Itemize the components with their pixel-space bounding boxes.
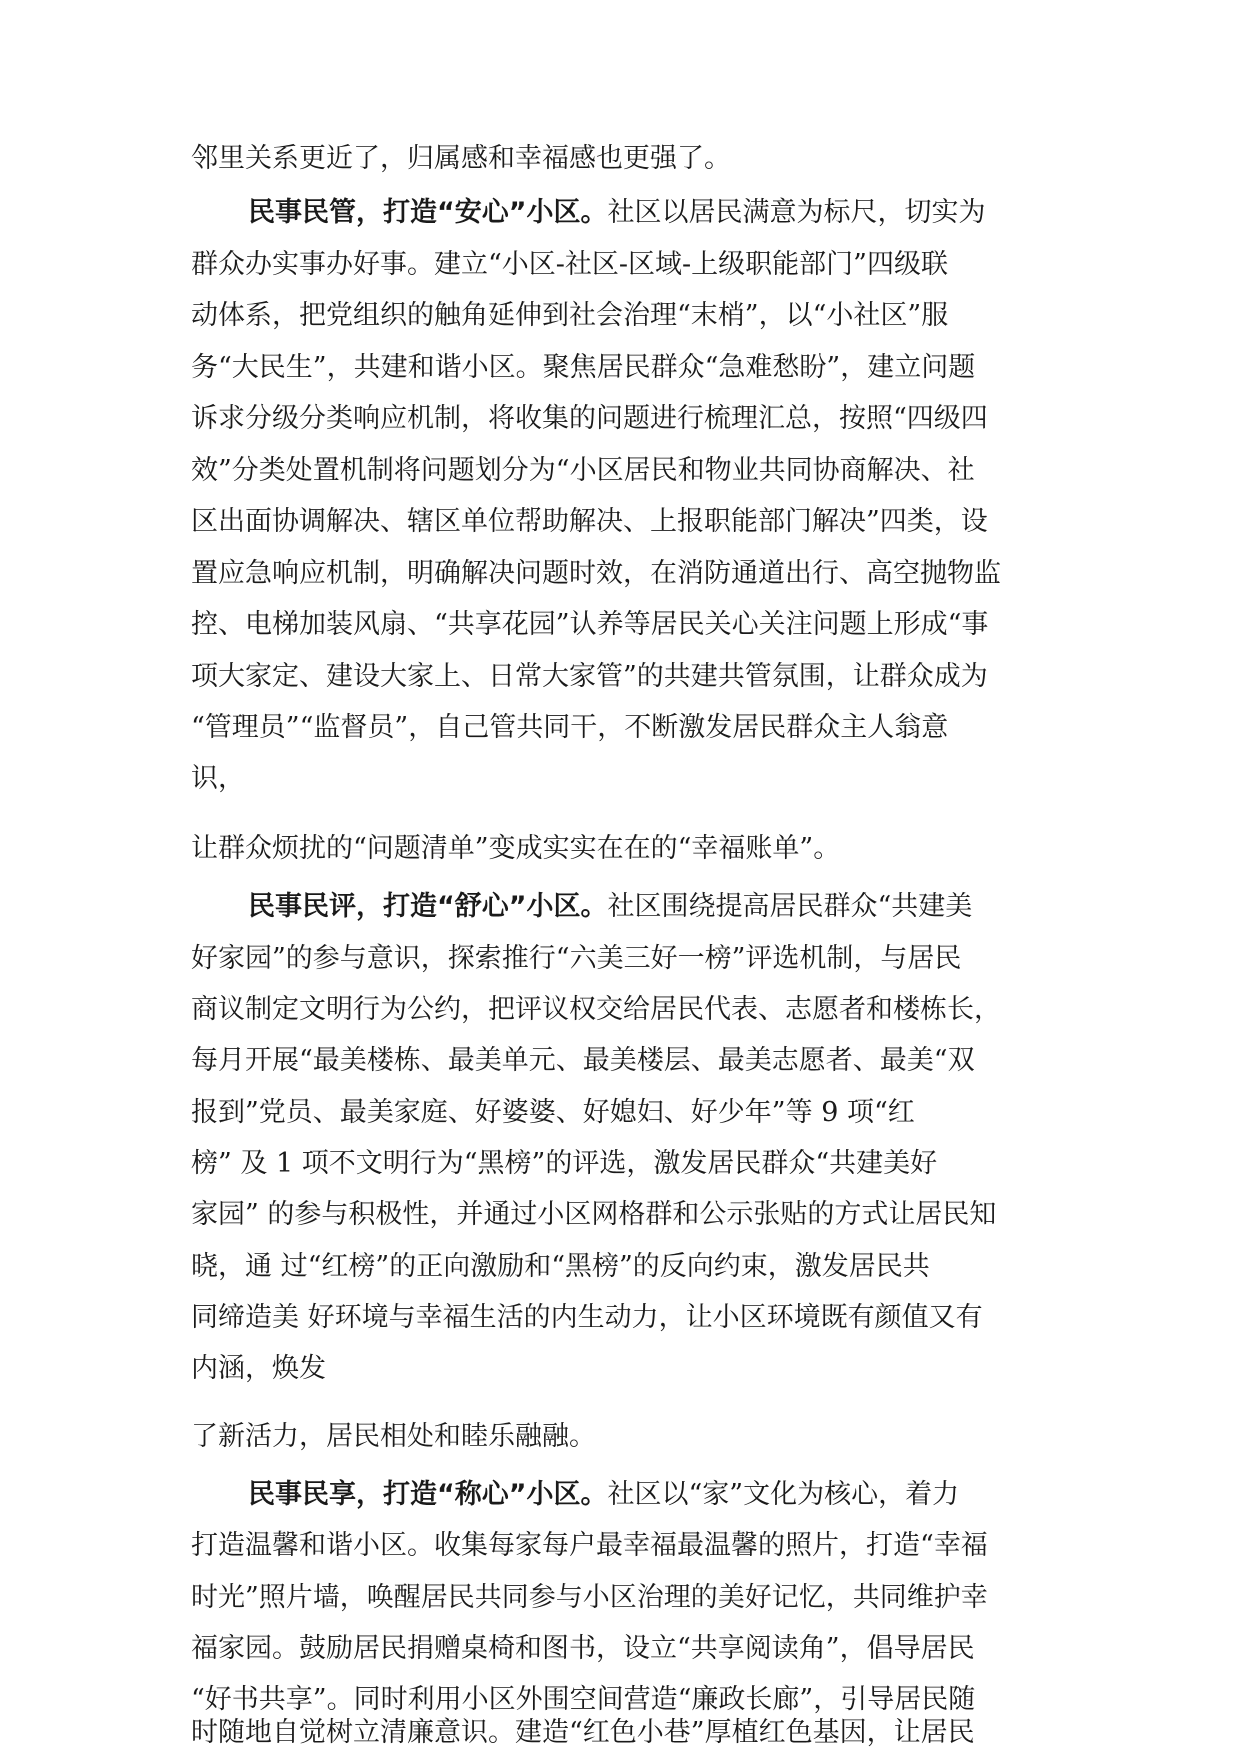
text-line: 动体系，把党组织的触角延伸到社会治理“末梢”，以“小社区”服 <box>191 300 949 331</box>
text-line: 榜” 及 1 项不文明行为“黑榜”的评选，激发居民群众“共建美好 <box>191 1148 938 1179</box>
text-line: 同缔造美 好环境与幸福生活的内生动力，让小区环境既有颜值又有 <box>191 1302 983 1333</box>
text-line: 时随地自觉树立清廉意识。建造“红色小巷”厚植红色基因，让居民 <box>191 1717 975 1748</box>
text-line: 商议制定文明行为公约，把评议权交给居民代表、志愿者和楼栋长， <box>191 994 1001 1025</box>
text-line: 每月开展“最美楼栋、最美单元、最美楼层、最美志愿者、最美“双 <box>191 1045 975 1076</box>
text-line: 识， <box>191 763 245 794</box>
paragraph-2-first-line <box>248 882 972 932</box>
text-line: 时光”照片墙，唤醒居民共同参与小区治理的美好记忆，共同维护幸 <box>191 1582 988 1613</box>
text-line: 社区以“家”文化为核心，着力 <box>607 1479 960 1510</box>
paragraph-3-first-line <box>248 1470 959 1520</box>
text-line: 置应急响应机制，明确解决问题时效，在消防通道出行、高空抛物监 <box>191 558 1001 589</box>
text-line: “管理员”“监督员”，自己管共同干，不断激发居民群众主人翁意 <box>191 712 949 743</box>
text-line: 效”分类处置机制将问题划分为“小区居民和物业共同协商解决、社 <box>191 455 975 486</box>
text-line: 务“大民生”，共建和谐小区。聚焦居民群众“急难愁盼”，建立问题 <box>191 352 976 383</box>
text-line: 诉求分级分类响应机制，将收集的问题进行梳理汇总，按照“四级四 <box>191 403 988 434</box>
text-line: 家园” 的参与积极性，并通过小区网格群和公示张贴的方式让居民知 <box>191 1199 997 1230</box>
text-line: 项大家定、建设大家上、日常大家管”的共建共管氛围，让群众成为 <box>191 661 988 692</box>
paragraph-1-first-line <box>248 188 986 238</box>
text-line: 邻里关系更近了，归属感和幸福感也更强了。 <box>191 143 731 174</box>
text-line: 社区以居民满意为标尺，切实为 <box>607 197 986 228</box>
text-line: 区出面协调解决、辖区单位帮助解决、上报职能部门解决”四类，设 <box>191 506 988 537</box>
section-heading-anxin: 民事民管，打造“安心”小区。 <box>248 197 608 228</box>
text-line: 晓，通 过“红榜”的正向激励和“黑榜”的反向约束，激发居民共 <box>191 1251 930 1282</box>
section-heading-shuxin: 民事民评，打造“舒心”小区。 <box>248 891 608 922</box>
text-line: 控、电梯加装风扇、“共享花园”认养等居民关心关注问题上形成“事 <box>191 609 989 640</box>
text-line: 好家园”的参与意识，探索推行“六美三好一榜”评选机制，与居民 <box>191 943 962 974</box>
text-line: 内涵，焕发 <box>191 1353 326 1384</box>
text-line: 群众办实事办好事。建立“小区-社区-区域-上级职能部门”四级联 <box>191 249 948 280</box>
text-line: 让群众烦扰的“问题清单”变成实实在在的“幸福账单”。 <box>191 833 841 864</box>
text-line: 报到”党员、最美家庭、好婆婆、好媳妇、好少年”等 9 项“红 <box>191 1097 915 1128</box>
text-line: 打造温馨和谐小区。收集每家每户最幸福最温馨的照片，打造“幸福 <box>191 1530 988 1561</box>
text-line: 了新活力，居民相处和睦乐融融。 <box>191 1421 596 1452</box>
text-line: 福家园。鼓励居民捐赠桌椅和图书，设立“共享阅读角”，倡导居民 <box>191 1633 975 1664</box>
section-heading-chenxin: 民事民享，打造“称心”小区。 <box>248 1479 608 1510</box>
text-line: 社区围绕提高居民群众“共建美 <box>607 891 973 922</box>
text-line: “好书共享”。同时利用小区外围空间营造“廉政长廊”，引导居民随 <box>191 1684 976 1715</box>
